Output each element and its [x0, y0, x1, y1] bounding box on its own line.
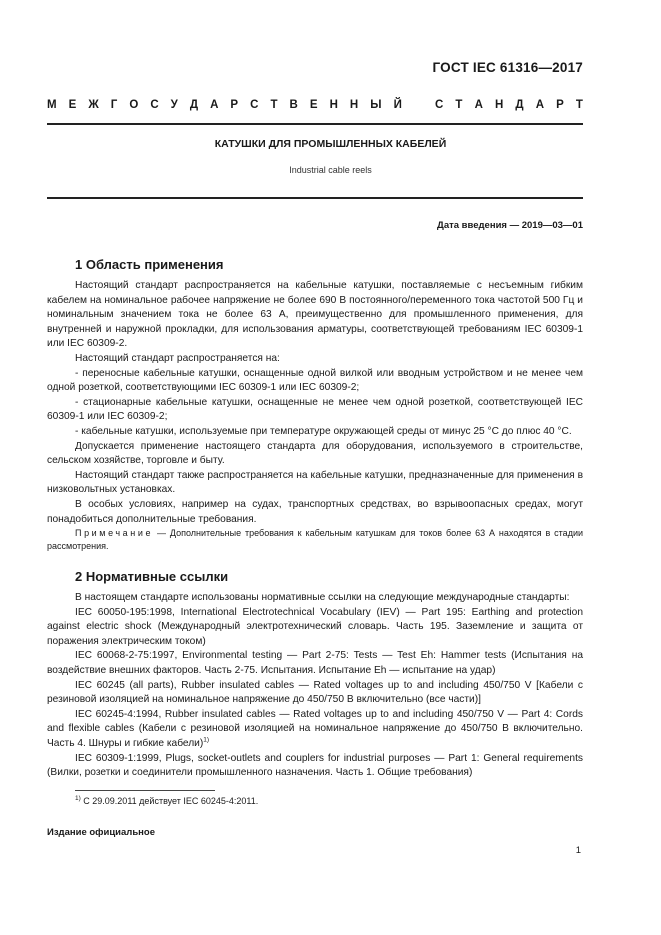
note-text: — Дополнительные требования к кабельным катушкам для токов более 63 А находятся в стадии рассмотрения.	[47, 528, 583, 551]
heading-letter: В	[289, 99, 298, 111]
list-item: - кабельные катушки, используемые при температуре окружающей среды от минус 25 °С до плюс 40 °С.	[75, 425, 572, 437]
list-item: - переносные кабельные катушки, оснащенные одной вилкой или вводным устройством и не менее чем одной розеткой, соответствующими IEC 60309-1 или IEC 60309-2;	[47, 367, 583, 394]
footnote-marker: 1)	[75, 795, 81, 802]
reference-item: IEC 60068-2-75:1997, Environmental testing — Part 2-75: Tests — Test Eh: Hammer tests (Испытания на воздействие внешних факторов. Часть 2-75. Испытания. Испытание Eh — испытание на удар)	[47, 650, 583, 676]
heading-letter: Н	[329, 99, 338, 111]
reference-item	[47, 708, 583, 752]
paragraph: В особых условиях, например на судах, транспортных средствах, во взрывоопасных средах, могут понадобиться дополнительные требования.	[47, 498, 583, 525]
title-russian: КАТУШКИ ДЛЯ ПРОМЫШЛЕННЫХ КАБЕЛЕЙ	[214, 138, 447, 150]
heading-letter: Т	[575, 99, 583, 111]
heading-letter: А	[474, 99, 483, 111]
heading-letter: А	[535, 99, 545, 111]
heading-letter: Д	[189, 99, 199, 111]
section-1-heading: 1 Область применения	[75, 257, 224, 272]
footnote-rule	[75, 790, 215, 791]
paragraph: Допускается применение настоящего стандарта для оборудования, используемого в строительстве, сельском хозяйстве, торговле и быту.	[47, 440, 583, 467]
heading-letter: Н	[494, 99, 504, 111]
list-item: - стационарные кабельные катушки, оснащенные не менее чем одной розеткой, соответствующей IEC 60309-1 или IEC 60309-2;	[47, 396, 583, 423]
heading-letter: Т	[270, 99, 278, 111]
section-1-body	[47, 279, 583, 527]
reference-text: IEC 60245-4:1994, Rubber insulated cables — Rated voltages up to and including 450/750 V — Part 4: Cords and flexible cables (Кабели с резиновой изоляцией на номинальное напряжение до 450/750 В включительно. Часть 4. Шнуры и гибкие кабели)	[47, 708, 583, 749]
heading-letter: Й	[393, 99, 402, 111]
heading-letter: Т	[455, 99, 463, 111]
section-2-heading: 2 Нормативные ссылки	[75, 569, 229, 584]
paragraph: В настоящем стандарте использованы нормативные ссылки на следующие международные стандарты:	[75, 592, 570, 603]
title-rule	[47, 197, 583, 199]
reference-item: IEC 60245 (all parts), Rubber insulated cables — Rated voltages up to and including 450/750 V [Кабели с резиновой изоляцией на номинальное напряжение до 450/750 В включительно (все части)]	[47, 679, 583, 706]
standard-type-word-1	[47, 99, 402, 111]
standard-type-heading	[47, 99, 583, 111]
heading-letter: Ж	[88, 99, 99, 111]
heading-letter: Р	[556, 99, 564, 111]
heading-letter: М	[47, 99, 57, 111]
heading-letter: Р	[230, 99, 239, 111]
heading-letter: О	[129, 99, 139, 111]
header-rule	[47, 123, 583, 125]
heading-letter: С	[435, 99, 444, 111]
heading-letter: Н	[349, 99, 359, 111]
note-label: Примечание	[75, 528, 154, 538]
footnote	[75, 796, 258, 806]
note	[47, 527, 583, 553]
heading-letter: Е	[68, 99, 77, 111]
heading-letter: Е	[309, 99, 318, 111]
heading-letter: Г	[110, 99, 118, 111]
official-edition-label: Издание официальное	[47, 827, 155, 838]
footnote-marker: 1)	[203, 736, 210, 744]
footnote-text: С 29.09.2011 действует IEC 60245-4:2011.	[80, 796, 259, 806]
standard-type-word-2	[435, 99, 583, 111]
paragraph: Настоящий стандарт распространяется на кабельные катушки, поставляемые с несъемным гибким кабелем на номинальное рабочее напряжение не более 690 В постоянного/переменного тока частотой 500 Гц и номинальным значением тока не более 63 А, преимущественно для промышленного применения, для внутренней и наружной прокладки, для использования арматуры, соответствующей требованиям IEC 60309-1 или IEC 60309-2.	[47, 280, 583, 350]
document-number: ГОСТ IEC 61316—2017	[432, 60, 583, 75]
heading-letter: У	[170, 99, 178, 111]
heading-letter: С	[150, 99, 159, 111]
title-english: Industrial cable reels	[289, 165, 372, 175]
page-number: 1	[575, 845, 581, 856]
heading-letter: С	[250, 99, 259, 111]
reference-item: IEC 60050-195:1998, International Electrotechnical Vocabulary (IEV) — Part 195: Earthing and protection against electric shock (Международный электротехнический словарь. Часть 195. Заземление и защита от поражения электрическим током)	[47, 606, 583, 647]
heading-letter: Ы	[370, 99, 382, 111]
reference-item: IEC 60309-1:1999, Plugs, socket-outlets and couplers for industrial purposes — Part 1: General requirements (Вилки, розетки и соединители промышленного назначения. Часть 1. Общие требования)	[47, 752, 583, 779]
section-2-body	[47, 591, 583, 781]
paragraph: Настоящий стандарт распространяется на:	[75, 352, 280, 364]
introduction-date: Дата введения — 2019—03—01	[437, 220, 583, 231]
heading-letter: Д	[515, 99, 524, 111]
paragraph: Настоящий стандарт также распространяется на кабельные катушки, предназначенные для применения в низковольтных установках.	[47, 469, 583, 496]
heading-letter: А	[210, 99, 219, 111]
